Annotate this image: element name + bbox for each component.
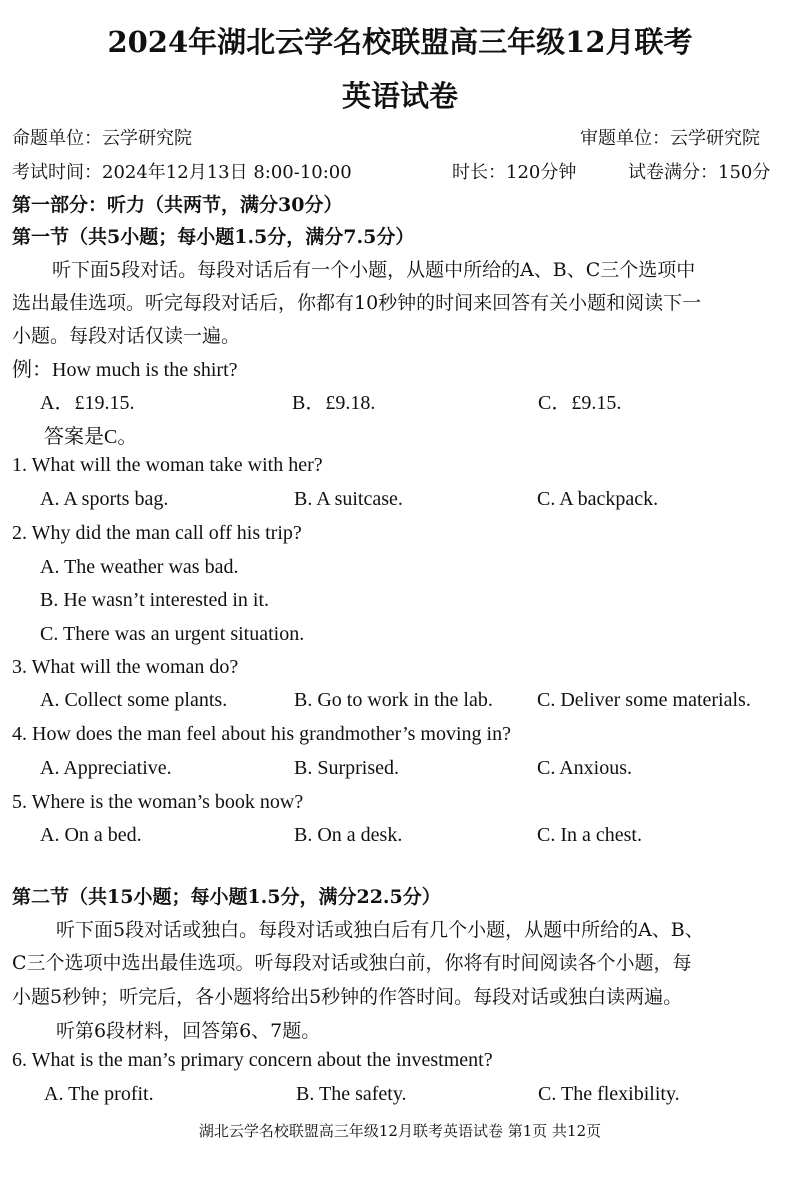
exam-subtitle: 英语试卷 <box>341 79 458 113</box>
question-2: 2. Why did the man call off his trip? <box>12 522 302 544</box>
q4-option-b: B. Surprised. <box>294 757 399 779</box>
question-5: 5. Where is the woman’s book now? <box>12 791 304 813</box>
example-question: 例：How much is the shirt? <box>12 359 238 381</box>
question-1: 1. What will the woman take with her? <box>12 454 323 476</box>
exam-time: 考试时间：2024年12月13日 8:00-10:00 <box>12 162 352 183</box>
section2-instruction-line: C三个选项中选出最佳选项。听每段对话或独白前，你将有时间阅读各个小题，每 <box>12 952 692 974</box>
exam-title: 2024年湖北云学名校联盟高三年级12月联考 <box>107 25 693 59</box>
q1-option-c: C. A backpack. <box>537 488 659 510</box>
q6-option-b: B. The safety. <box>296 1083 407 1105</box>
example-option-c: C．£9.15. <box>538 392 622 414</box>
q1-option-a: A. A sports bag. <box>40 488 169 510</box>
section1-instruction-line: 选出最佳选项。听完每段对话后，你都有10秒钟的时间来回答有关小题和阅读下一 <box>12 292 702 314</box>
section2-instruction-line: 小题5秒钟；听完后，各小题将给出5秒钟的作答时间。每段对话或独白读两遍。 <box>12 986 683 1008</box>
q5-option-a: A. On a bed. <box>40 824 142 846</box>
section1-instruction-line: 听下面5段对话。每段对话后有一个小题，从题中所给的A、B、C三个选项中 <box>52 259 696 281</box>
page-footer: 湖北云学名校联盟高三年级12月联考英语试卷 第1页 共12页 <box>198 1122 602 1140</box>
section2-instruction-line: 听下面5段对话或独白。每段对话或独白后有几个小题，从题中所给的A、B、 <box>56 919 704 941</box>
q3-option-c: C. Deliver some materials. <box>537 689 751 711</box>
q6-option-c: C. The flexibility. <box>538 1083 680 1105</box>
q6-option-a: A. The profit. <box>44 1083 154 1105</box>
question-6: 6. What is the man’s primary concern about the investment? <box>12 1049 493 1071</box>
full-score: 试卷满分：150分 <box>628 162 771 183</box>
q5-option-c: C. In a chest. <box>537 824 642 846</box>
q4-option-a: A. Appreciative. <box>40 757 172 779</box>
q5-option-b: B. On a desk. <box>294 824 403 846</box>
section1-instruction-line: 小题。每段对话仅读一遍。 <box>12 325 241 347</box>
example-option-b: B．£9.18. <box>292 392 376 414</box>
material-6-instruction: 听第6段材料，回答第6、7题。 <box>56 1020 321 1042</box>
part1-heading: 第一部分：听力（共两节，满分30分） <box>12 194 343 216</box>
reviewer: 审题单位：云学研究院 <box>580 128 760 149</box>
q4-option-c: C. Anxious. <box>537 757 633 779</box>
example-option-a: A．£19.15. <box>40 392 135 414</box>
question-4: 4. How does the man feel about his grandmother’s moving in? <box>12 723 511 745</box>
question-3: 3. What will the woman do? <box>12 656 239 678</box>
q2-option-a: A. The weather was bad. <box>40 556 239 578</box>
setter: 命题单位：云学研究院 <box>12 128 192 149</box>
q1-option-b: B. A suitcase. <box>294 488 403 510</box>
q2-option-c: C. There was an urgent situation. <box>40 623 305 645</box>
example-answer: 答案是C。 <box>44 426 138 448</box>
q3-option-b: B. Go to work in the lab. <box>294 689 493 711</box>
q3-option-a: A. Collect some plants. <box>40 689 228 711</box>
section1-heading: 第一节（共5小题；每小题1.5分，满分7.5分） <box>12 226 415 248</box>
section2-heading: 第二节（共15小题；每小题1.5分，满分22.5分） <box>12 886 441 908</box>
duration: 时长：120分钟 <box>452 162 577 183</box>
q2-option-b: B. He wasn’t interested in it. <box>40 589 270 611</box>
